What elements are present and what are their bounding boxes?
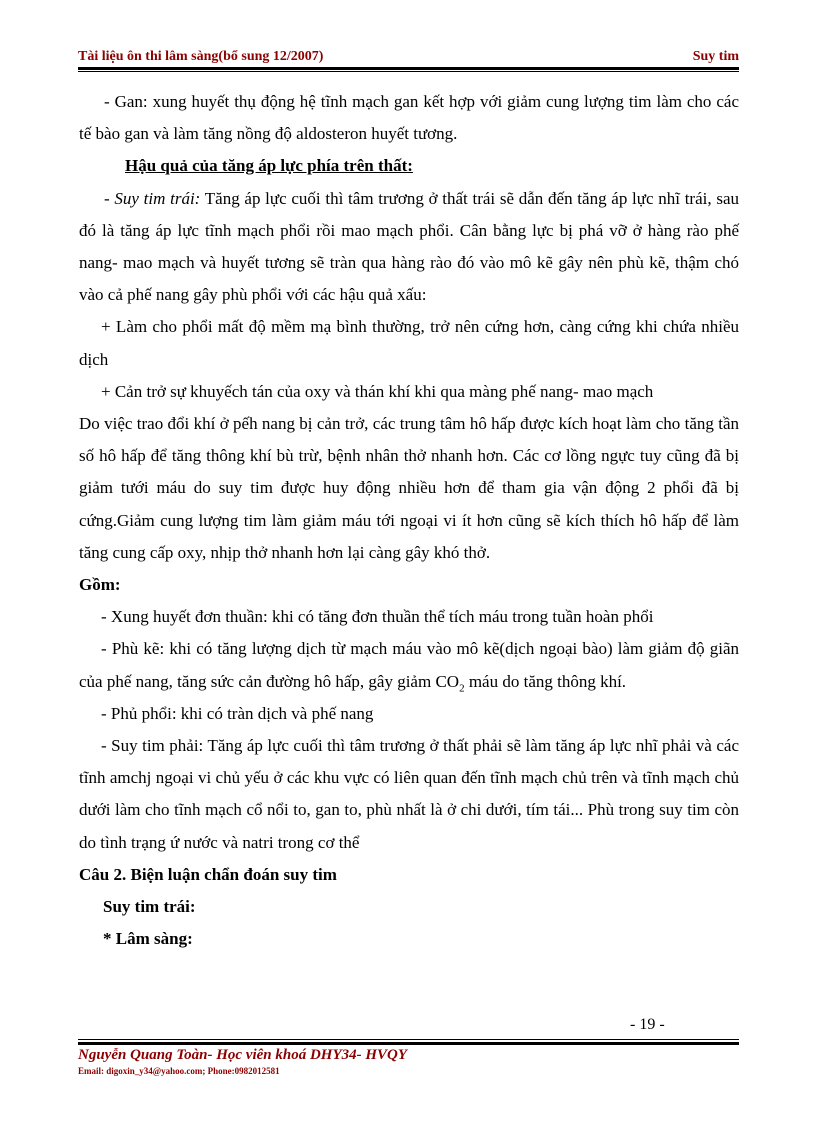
- paragraph-gan: - Gan: xung huyết thụ động hệ tĩnh mạch gan kết hợp với giảm cung lượng tim làm cho các tế bào gan và làm tăng nồng độ aldosteron huyết tương.: [79, 92, 739, 144]
- footer-contact: Email: digoxin_y34@yahoo.com; Phone:0982012581: [78, 1066, 280, 1076]
- item-simple-congestion: - Xung huyết đơn thuần: khi có tăng đơn thuần thể tích máu trong tuần hoàn phổi: [101, 607, 654, 627]
- header-topic: Suy tim: [692, 49, 739, 64]
- header-rule: [78, 67, 739, 70]
- header-rule-thin: [78, 71, 739, 72]
- item-pulmonary-edema: - Phủ phổi: khi có tràn dịch và phế nang: [101, 703, 374, 723]
- footer-rule-thin: [78, 1039, 739, 1040]
- term-left-heart-failure: Suy tim trái:: [114, 188, 201, 208]
- header-title: Tài liệu ôn thi lâm sàng(bổ sung 12/2007): [78, 49, 324, 64]
- subheading-left-failure: Suy tim trái:: [103, 897, 196, 917]
- footer-author: Nguyễn Quang Toàn- Học viên khoá DHY34- HVQY: [78, 1047, 408, 1063]
- section-heading-consequences: Hậu quả của tăng áp lực phía trên thất:: [125, 156, 413, 176]
- bullet-lung-stiffness: + Làm cho phổi mất độ mềm mạ bình thường, trở nên cứng hơn, càng cứng khi chứa nhiều dịch: [79, 317, 739, 369]
- item-right-heart-failure: - Suy tim phải: Tăng áp lực cuối thì tâm trương ở thất phải sẽ làm tăng áp lực nhĩ phải và các tĩnh amchj ngoại vi chủ yếu ở các khu vực có liên quan đến tĩnh mạch chủ trên và tĩnh mạch chủ dưới làm cho tĩnh mạch cổ nổi to, gan to, phù nhất là ở chi dưới, tím tái... Phù trong suy tim còn do tình trạng ứ nước và natri trong cơ thể: [79, 736, 739, 852]
- paragraph-left-heart-failure: - Suy tim trái: Tăng áp lực cuối thì tâm trương ở thất trái sẽ dẫn đến tăng áp lực nhĩ trái, sau đó là tăng áp lực tĩnh mạch phổi rồi mao mạch phổi. Cân bằng lực bị phá vỡ ở hàng rào phế nang- mao mạch và huyết tương sẽ tràn qua hàng rào đó vào mô kẽ gây nên phù kẽ, thậm chó vào cả phế nang gây phù phổi với các hậu quả xấu:: [79, 188, 739, 305]
- bullet-diffusion: + Cản trở sự khuyếch tán của oxy và thán khí khi qua màng phế nang- mao mạch: [101, 381, 654, 401]
- paragraph-respiration: Do việc trao đổi khí ở pếh nang bị cản trở, các trung tâm hô hấp được kích hoạt làm cho tăng tần số hô hấp để tăng thông khí bù trừ, bệnh nhân thở nhanh hơn. Các cơ lồng ngực tuy cũng đã bị giảm tưới máu do suy tim được huy động nhiều hơn để tham gia vận động 2 phổi đã bị cứng.Giảm cung lượng tim làm giảm máu tới ngoại vi ít hơn cũng sẽ kích thích hô hấp để làm tăng cung cấp oxy, nhịp thở nhanh hơn lại càng gây khó thở.: [79, 414, 739, 562]
- page-header: [78, 49, 739, 67]
- footer-rule: [78, 1042, 739, 1045]
- page-number: - 19 -: [630, 1016, 665, 1033]
- section-heading-includes: Gồm:: [79, 575, 121, 595]
- subheading-clinical: * Lâm sàng:: [103, 929, 193, 949]
- document-body: [79, 86, 739, 955]
- question-heading: Câu 2. Biện luận chẩn đoán suy tim: [79, 864, 337, 884]
- item-interstitial-edema: - Phù kẽ: khi có tăng lượng dịch từ mạch máu vào mô kẽ(dịch ngoại bào) làm giảm độ giãn của phế nang, tăng sức cản đường hô hấp, gây giảm $CO_2$ máu do tăng thông khí.: [79, 639, 739, 695]
